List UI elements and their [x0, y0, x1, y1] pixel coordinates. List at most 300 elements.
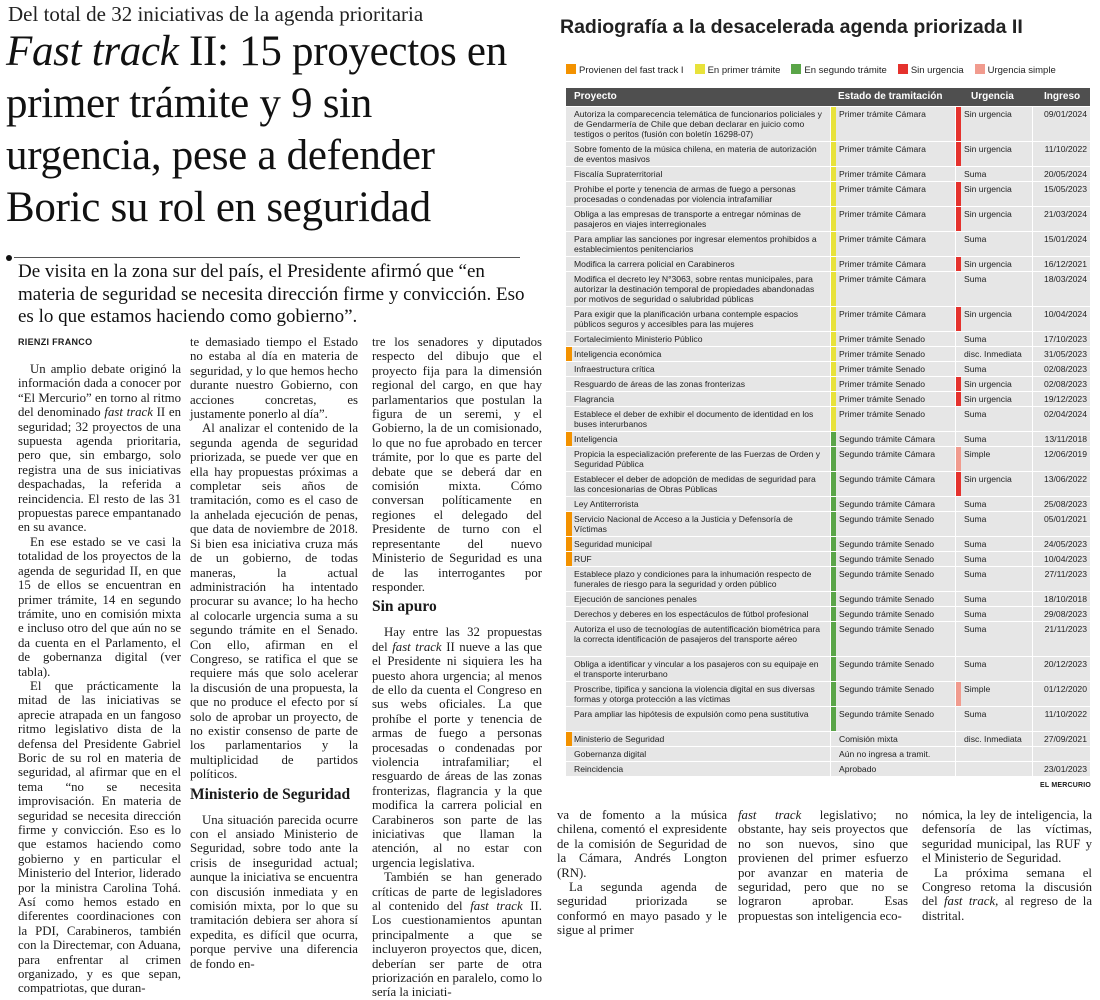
cell-urgencia — [956, 622, 1032, 656]
urgencia-text: Suma — [964, 499, 987, 509]
cell-proyecto: Servicio Nacional de Acceso a la Justicia y Defensoría de Víctimas — [574, 514, 793, 534]
cell-ingreso: 09/01/2024 — [1043, 109, 1087, 119]
column-divider — [830, 512, 831, 536]
urgency-marker — [956, 392, 961, 406]
cell-urgencia — [956, 167, 1032, 181]
column-divider — [830, 592, 831, 606]
stage-marker — [831, 682, 836, 706]
column-divider — [1032, 567, 1033, 591]
divider — [14, 257, 520, 258]
table-row — [566, 746, 1090, 761]
paragraph: tre los senadores y diputados respecto del dibujo que el proyecto fija para la dimensión regional del cargo, en que hay parlamentarios que postulan la figura de un seremi, y el Gobierno, la de un comisionado, lo que no fue aprobado en tercer trámite, por lo que es parte del debate que se deberá dar en comisión mixta. Cómo conversan políticamente en regiones el delegado del Presidente de turno con el representante del nuevo Ministerio de Seguridad es una de las interrogantes por responder. — [372, 335, 542, 594]
column-divider — [830, 447, 831, 471]
urgencia-text: Suma — [964, 709, 987, 719]
urgency-marker — [956, 682, 961, 706]
section-heading: Ministerio de Seguridad — [190, 785, 351, 803]
cell-estado — [831, 447, 954, 471]
table-row — [566, 706, 1090, 731]
cell-urgencia — [956, 407, 1032, 431]
cell-estado — [831, 607, 954, 621]
estado-text: Primer trámite Senado — [839, 394, 925, 404]
headline-italic: Fast track — [6, 28, 179, 75]
kicker: Del total de 32 iniciativas de la agenda prioritaria — [8, 2, 424, 26]
stage-marker — [831, 207, 836, 231]
urgencia-text: Suma — [964, 234, 987, 244]
cell-estado — [831, 552, 954, 566]
stage-marker — [831, 622, 836, 656]
cell-proyecto: Fiscalía Supraterritorial — [574, 169, 663, 179]
cell-ingreso: 05/01/2021 — [1043, 514, 1087, 524]
cell-estado — [831, 622, 954, 656]
column-divider — [955, 347, 956, 361]
table-row — [566, 551, 1090, 566]
column-6 — [922, 808, 1092, 923]
column-divider — [1032, 607, 1033, 621]
column-divider — [830, 682, 831, 706]
estado-text: Primer trámite Cámara — [839, 259, 926, 269]
column-divider — [955, 682, 956, 706]
paragraph: Un amplio debate originó la información dada a conocer por “El Mercurio” en torno al ritmo del denominado fast track II en seguridad; 32 proyectos de una supuesta agenda prioritaria, pero que, sin embargo, solo registra una de sus iniciativas despachadas, la referida a reincidencia. El resto de las 31 propuestas parece empantanado en su avance. — [18, 362, 182, 535]
stage-marker — [831, 167, 836, 181]
urgencia-text: Simple — [964, 684, 991, 694]
estado-text: Segundo trámite Senado — [839, 594, 935, 604]
cell-ingreso: 01/12/2020 — [1043, 684, 1087, 694]
column-divider — [830, 232, 831, 256]
legend-swatch — [566, 64, 576, 74]
legend-swatch — [695, 64, 705, 74]
headline — [6, 26, 526, 234]
cell-proyecto: Para ampliar las hipótesis de expulsión como pena sustitutiva — [574, 709, 809, 719]
table-row — [566, 606, 1090, 621]
column-4 — [557, 808, 727, 938]
cell-urgencia — [956, 272, 1032, 306]
paragraph: Al analizar el contenido de la segunda agenda de seguridad priorizada, se puede ver que en ella hay propuestas próximas a completar seis años de tramitación, como es el caso de la anhelada ejecución de penas, que data de noviembre de 2018. Si bien esa iniciativa cruza más de un gobierno, de todas maneras, la actual administración ha intentado procurar su avance; lo ha hecho al colocarle urgencia suma a su segundo trámite en el Senado. Con ello, afirman en el Congreso, se ratifica el que se requiere más que solo acelerar la discusión de una propuesta, la que no produce el efecto por sí solo de aprobar un proyecto, de no existir consenso de parte de los parlamentarios y la multiplicidad de partidos políticos. — [190, 421, 358, 782]
urgencia-text: Sin urgencia — [964, 394, 1012, 404]
column-divider — [955, 392, 956, 406]
urgency-marker — [956, 377, 961, 391]
stage-marker — [831, 592, 836, 606]
table-row — [566, 431, 1090, 446]
column-divider — [830, 497, 831, 511]
cell-ingreso: 15/05/2023 — [1043, 184, 1087, 194]
cell-urgencia — [956, 762, 1032, 776]
cell-urgencia — [956, 182, 1032, 206]
column-divider — [830, 142, 831, 166]
urgencia-text: Suma — [964, 554, 987, 564]
column-divider — [955, 747, 956, 761]
estado-text: Aprobado — [839, 764, 877, 774]
column-divider — [1032, 142, 1033, 166]
cell-urgencia — [956, 607, 1032, 621]
column-divider — [1032, 182, 1033, 206]
header-urgencia: Urgencia — [971, 91, 1014, 102]
table-row — [566, 361, 1090, 376]
paragraph: El que prácticamente la mitad de las iniciativas se aprecie atrapada en un fangoso ritmo legislativo dista de la defensa del Presidente Gabriel Boric de su rol en materia de seguridad, al afirmar que en el tema “no se necesita improvisación. En materia de seguridad se necesita dirección firme y convicción. Eso es lo que estamos haciendo como gobierno y en particular el Ministerio del Interior, liderado por la ministra Carolina Tohá. Así como hemos estado en diferentes coordinaciones con la PDI, Carabineros, también con la Directemar, con Aduana, para enfrentar al crimen organizado, y es que sepan, compatriotas, que duran- — [18, 678, 181, 996]
stage-marker — [831, 232, 836, 256]
column-divider — [1032, 732, 1033, 746]
urgencia-text: Sin urgencia — [964, 379, 1012, 389]
table-row — [566, 471, 1090, 496]
estado-text: Primer trámite Senado — [839, 379, 925, 389]
stage-marker — [831, 142, 836, 166]
stage-marker — [831, 512, 836, 536]
column-divider — [1032, 272, 1033, 306]
cell-estado — [831, 707, 954, 731]
paragraph: Hay entre las 32 propuestas del fast track II nueve a las que el Presidente ni siquiera les ha puesto ahora urgencia; al menos de ello da cuenta el Congreso en sus webs oficiales. La que prohíbe el porte y tenencia de armas de fuego a personas procesadas o condenadas por violencia intrafamiliar; el resguardo de áreas de las zonas fronterizas, flagrancia y la que modifica la carrera policial en Carabineros son parte de las iniciativas que llaman la atención, al no estar con urgencia legislativa. — [372, 625, 542, 870]
stage-marker — [831, 272, 836, 306]
cell-proyecto: Inteligencia económica — [574, 349, 662, 359]
cell-estado — [831, 732, 954, 746]
column-divider — [830, 567, 831, 591]
table-row — [566, 681, 1090, 706]
cell-ingreso: 11/10/2022 — [1044, 709, 1087, 719]
cell-proyecto: Establece plazo y condiciones para la inhumación respecto de funerales de riesgo para la seguridad y orden público — [574, 569, 812, 589]
column-divider — [830, 167, 831, 181]
legend-label: En primer trámite — [707, 65, 781, 76]
cell-urgencia — [956, 512, 1032, 536]
stage-marker — [831, 257, 836, 271]
column-divider — [955, 552, 956, 566]
cell-urgencia — [956, 552, 1032, 566]
stage-marker — [831, 657, 836, 681]
legend-label: Urgencia simple — [987, 65, 1056, 76]
column-divider — [1032, 747, 1033, 761]
urgency-marker — [956, 142, 961, 166]
stage-marker — [831, 332, 836, 346]
table-row — [566, 591, 1090, 606]
cell-proyecto: Proscribe, tipifica y sanciona la violencia digital en sus diversas formas y otorga protección a las víctimas — [574, 684, 815, 704]
cell-ingreso: 13/11/2018 — [1044, 434, 1087, 444]
cell-urgencia — [956, 707, 1032, 731]
cell-estado — [831, 512, 954, 536]
legend-swatch — [791, 64, 801, 74]
table-row — [566, 231, 1090, 256]
legend-swatch — [975, 64, 985, 74]
column-divider — [1032, 332, 1033, 346]
cell-proyecto: RUF — [574, 554, 592, 564]
source-credit: EL MERCURIO — [1040, 782, 1092, 789]
cell-urgencia — [956, 307, 1032, 331]
cell-urgencia — [956, 447, 1032, 471]
estado-text: Primer trámite Cámara — [839, 144, 926, 154]
fast-track-marker — [566, 552, 572, 566]
column-divider — [955, 447, 956, 471]
urgencia-text: Suma — [964, 624, 987, 634]
estado-text: Segundo trámite Senado — [839, 709, 935, 719]
cell-estado — [831, 272, 954, 306]
cell-urgencia — [956, 332, 1032, 346]
header-estado: Estado de tramitación — [838, 91, 943, 102]
urgencia-text: Sin urgencia — [964, 309, 1012, 319]
table-row — [566, 761, 1090, 776]
cell-proyecto: Inteligencia — [574, 434, 618, 444]
stage-marker — [831, 432, 836, 446]
column-divider — [955, 537, 956, 551]
column-divider — [955, 332, 956, 346]
column-divider — [830, 377, 831, 391]
cell-urgencia — [956, 232, 1032, 256]
estado-text: Segundo trámite Cámara — [839, 499, 936, 509]
cell-urgencia — [956, 657, 1032, 681]
table-row — [566, 141, 1090, 166]
headline-rest: II: 15 proyectos en primer trámite y 9 sin urgencia, pese a defender Boric su rol en seguridad — [6, 28, 507, 231]
cell-proyecto: Autoriza la comparecencia telemática de funcionarios policiales y de Gendarmería de Chile que deban declarar en juicio como testigos o peritos (fusión con boletín 16298-07) — [574, 109, 822, 139]
column-divider — [1032, 407, 1033, 431]
fast-track-marker — [566, 432, 572, 446]
column-divider — [1032, 552, 1033, 566]
column-divider — [830, 332, 831, 346]
estado-text: Aún no ingresa a tramit. — [839, 749, 931, 759]
cell-proyecto: Propicia la especialización preferente de las Fuerzas de Orden y Seguridad Pública — [574, 449, 821, 469]
cell-ingreso: 02/04/2024 — [1043, 409, 1087, 419]
estado-text: Segundo trámite Cámara — [839, 449, 936, 459]
column-divider — [830, 407, 831, 431]
section-heading: Sin apuro — [372, 598, 437, 616]
column-3 — [372, 335, 543, 1000]
estado-text: Segundo trámite Senado — [839, 659, 935, 669]
column-5 — [738, 808, 908, 923]
estado-text: Primer trámite Cámara — [839, 169, 926, 179]
cell-proyecto: Resguardo de áreas de las zonas fronterizas — [574, 379, 746, 389]
cell-urgencia — [956, 472, 1032, 496]
cell-estado — [831, 362, 954, 376]
urgencia-text: disc. Inmediata — [964, 734, 1022, 744]
table-row — [566, 166, 1090, 181]
cell-urgencia — [956, 392, 1032, 406]
column-divider — [955, 762, 956, 776]
legend-item — [566, 64, 684, 76]
cell-estado — [831, 537, 954, 551]
cell-proyecto: Reincidencia — [574, 764, 624, 774]
legend-label: Sin urgencia — [910, 65, 964, 76]
cell-estado — [831, 207, 954, 231]
table-row — [566, 566, 1090, 591]
cell-urgencia — [956, 347, 1032, 361]
stage-marker — [831, 407, 836, 431]
cell-urgencia — [956, 107, 1032, 141]
stage-marker — [831, 347, 836, 361]
cell-estado — [831, 407, 954, 431]
cell-ingreso: 21/03/2024 — [1043, 209, 1087, 219]
legend-item — [695, 64, 781, 76]
cell-ingreso: 18/10/2018 — [1043, 594, 1087, 604]
cell-ingreso: 17/10/2023 — [1043, 334, 1087, 344]
column-divider — [1032, 362, 1033, 376]
infographic-title: Radiografía a la desacelerada agenda priorizada II — [560, 16, 1023, 38]
cell-estado — [831, 657, 954, 681]
estado-text: Segundo trámite Senado — [839, 514, 935, 524]
urgencia-text: Sin urgencia — [964, 474, 1012, 484]
urgencia-text: Suma — [964, 434, 987, 444]
cell-urgencia — [956, 432, 1032, 446]
column-divider — [955, 607, 956, 621]
urgencia-text: Sin urgencia — [964, 144, 1012, 154]
cell-estado — [831, 392, 954, 406]
paragraph: va de fomento a la música chilena, comentó el expresidente de la comisión de Seguridad de la Cámara, Andrés Longton (RN). — [557, 808, 727, 880]
column-divider — [1032, 257, 1033, 271]
cell-proyecto: Autoriza el uso de tecnologías de autentificación biométrica para la correcta identificación de pasajeros del transporte aéreo — [574, 624, 821, 644]
column-divider — [955, 362, 956, 376]
stage-marker — [831, 607, 836, 621]
cell-ingreso: 11/10/2022 — [1044, 144, 1087, 154]
column-divider — [955, 307, 956, 331]
urgencia-text: disc. Inmediata — [964, 349, 1022, 359]
column-divider — [1032, 432, 1033, 446]
paragraph: nómica, la ley de inteligencia, la defensoría de las víctimas, seguridad municipal, las RUF y el Ministerio de Seguridad. — [922, 808, 1092, 866]
cell-estado — [831, 592, 954, 606]
urgencia-text: Suma — [964, 514, 987, 524]
cell-proyecto: Para ampliar las sanciones por ingresar elementos prohibidos a establecimientos penitenciarios — [574, 234, 817, 254]
cell-proyecto: Modifica la carrera policial en Carabineros — [574, 259, 735, 269]
cell-estado — [831, 682, 954, 706]
fast-track-marker — [566, 347, 572, 361]
column-divider — [1032, 107, 1033, 141]
cell-urgencia — [956, 377, 1032, 391]
column-divider — [830, 432, 831, 446]
column-divider — [830, 747, 831, 761]
header-ingreso: Ingreso — [1044, 91, 1081, 102]
cell-ingreso: 27/09/2021 — [1043, 734, 1087, 744]
cell-ingreso: 02/08/2023 — [1043, 364, 1087, 374]
stage-marker — [831, 707, 836, 731]
cell-estado — [831, 497, 954, 511]
column-divider — [830, 552, 831, 566]
column-divider — [1032, 472, 1033, 496]
cell-urgencia — [956, 682, 1032, 706]
header-proyecto: Proyecto — [574, 91, 617, 102]
table-row — [566, 511, 1090, 536]
cell-proyecto: Flagrancia — [574, 394, 615, 404]
urgency-marker — [956, 472, 961, 496]
estado-text: Segundo trámite Cámara — [839, 474, 936, 484]
urgencia-text: Suma — [964, 659, 987, 669]
column-divider — [1032, 512, 1033, 536]
urgencia-text: Suma — [964, 364, 987, 374]
column-divider — [1032, 207, 1033, 231]
stage-marker — [831, 307, 836, 331]
column-divider — [955, 707, 956, 731]
estado-text: Primer trámite Cámara — [839, 209, 926, 219]
column-divider — [955, 107, 956, 141]
cell-urgencia — [956, 207, 1032, 231]
fast-track-marker — [566, 537, 572, 551]
column-divider — [955, 732, 956, 746]
estado-text: Primer trámite Cámara — [839, 234, 926, 244]
legend-label: En segundo trámite — [804, 65, 887, 76]
cell-ingreso: 12/06/2019 — [1043, 449, 1087, 459]
cell-proyecto: Ministerio de Seguridad — [574, 734, 665, 744]
stage-marker — [831, 362, 836, 376]
column-divider — [955, 432, 956, 446]
estado-text: Segundo trámite Senado — [839, 539, 935, 549]
stage-marker — [831, 537, 836, 551]
column-divider — [955, 142, 956, 166]
byline: RIENZI FRANCO — [18, 337, 93, 347]
table-row — [566, 731, 1090, 746]
estado-text: Primer trámite Senado — [839, 334, 925, 344]
cell-proyecto: Gobernanza digital — [574, 749, 647, 759]
column-divider — [955, 207, 956, 231]
column-divider — [830, 207, 831, 231]
column-divider — [955, 182, 956, 206]
cell-proyecto: Obliga a las empresas de transporte a entregar nóminas de pasajeros en viajes interregionales — [574, 209, 801, 229]
projects-table — [566, 88, 1090, 776]
fast-track-marker — [566, 732, 572, 746]
column-divider — [1032, 347, 1033, 361]
column-divider — [1032, 682, 1033, 706]
cell-ingreso: 31/05/2023 — [1043, 349, 1087, 359]
table-row — [566, 621, 1090, 656]
cell-urgencia — [956, 142, 1032, 166]
cell-proyecto: Establecer el deber de adopción de medidas de seguridad para las concesionarias de Obras Públicas — [574, 474, 816, 494]
stage-marker — [831, 392, 836, 406]
stage-marker — [831, 552, 836, 566]
estado-text: Segundo trámite Cámara — [839, 434, 936, 444]
cell-urgencia — [956, 362, 1032, 376]
column-divider — [955, 622, 956, 656]
table-row — [566, 256, 1090, 271]
table-row — [566, 346, 1090, 361]
table-row — [566, 406, 1090, 431]
cell-estado — [831, 567, 954, 591]
estado-text: Segundo trámite Senado — [839, 554, 935, 564]
stage-marker — [831, 472, 836, 496]
column-divider — [955, 167, 956, 181]
column-divider — [955, 472, 956, 496]
column-divider — [955, 407, 956, 431]
urgencia-text: Sin urgencia — [964, 259, 1012, 269]
urgencia-text: Suma — [964, 334, 987, 344]
urgencia-text: Sin urgencia — [964, 209, 1012, 219]
table-header — [566, 88, 1090, 106]
cell-proyecto: Seguridad municipal — [574, 539, 652, 549]
infographic — [560, 10, 1092, 810]
stage-marker — [831, 107, 836, 141]
legend-item — [975, 64, 1056, 76]
cell-ingreso: 20/05/2024 — [1043, 169, 1087, 179]
urgency-marker — [956, 207, 961, 231]
table-row — [566, 106, 1090, 141]
column-divider — [830, 392, 831, 406]
urgencia-text: Suma — [964, 594, 987, 604]
stage-marker — [831, 567, 836, 591]
urgencia-text: Sin urgencia — [964, 109, 1012, 119]
cell-proyecto: Para exigir que la planificación urbana contemple espacios públicos seguros y accesibles para las mujeres — [574, 309, 799, 329]
cell-urgencia — [956, 747, 1032, 761]
cell-ingreso: 13/06/2022 — [1043, 474, 1087, 484]
column-divider — [1032, 167, 1033, 181]
column-2 — [190, 335, 358, 971]
estado-text: Primer trámite Cámara — [839, 309, 926, 319]
column-divider — [1032, 232, 1033, 256]
estado-text: Segundo trámite Senado — [839, 684, 935, 694]
cell-urgencia — [956, 257, 1032, 271]
paragraph: fast track legislativo; no obstante, hay seis proyectos que no son nuevos, sino que provienen del primer esfuerzo por avanzar en materia de seguridad, pero que no se lograron aprobar. Esas propuestas son inteligencia eco- — [738, 808, 908, 923]
column-divider — [1032, 392, 1033, 406]
column-divider — [955, 567, 956, 591]
column-divider — [1032, 447, 1033, 471]
cell-ingreso: 27/11/2023 — [1044, 569, 1087, 579]
cell-proyecto: Ley Antiterrorista — [574, 499, 639, 509]
column-1 — [18, 362, 182, 996]
cell-estado — [831, 432, 954, 446]
subheadline: De visita en la zona sur del país, el Presidente afirmó que “en materia de seguridad se necesita dirección firme y convicción. Eso es lo que estamos haciendo como gobierno”. — [18, 261, 525, 327]
legend-label: Provienen del fast track I — [579, 65, 684, 76]
cell-ingreso: 19/12/2023 — [1043, 394, 1087, 404]
cell-urgencia — [956, 592, 1032, 606]
table-row — [566, 391, 1090, 406]
cell-estado — [831, 307, 954, 331]
